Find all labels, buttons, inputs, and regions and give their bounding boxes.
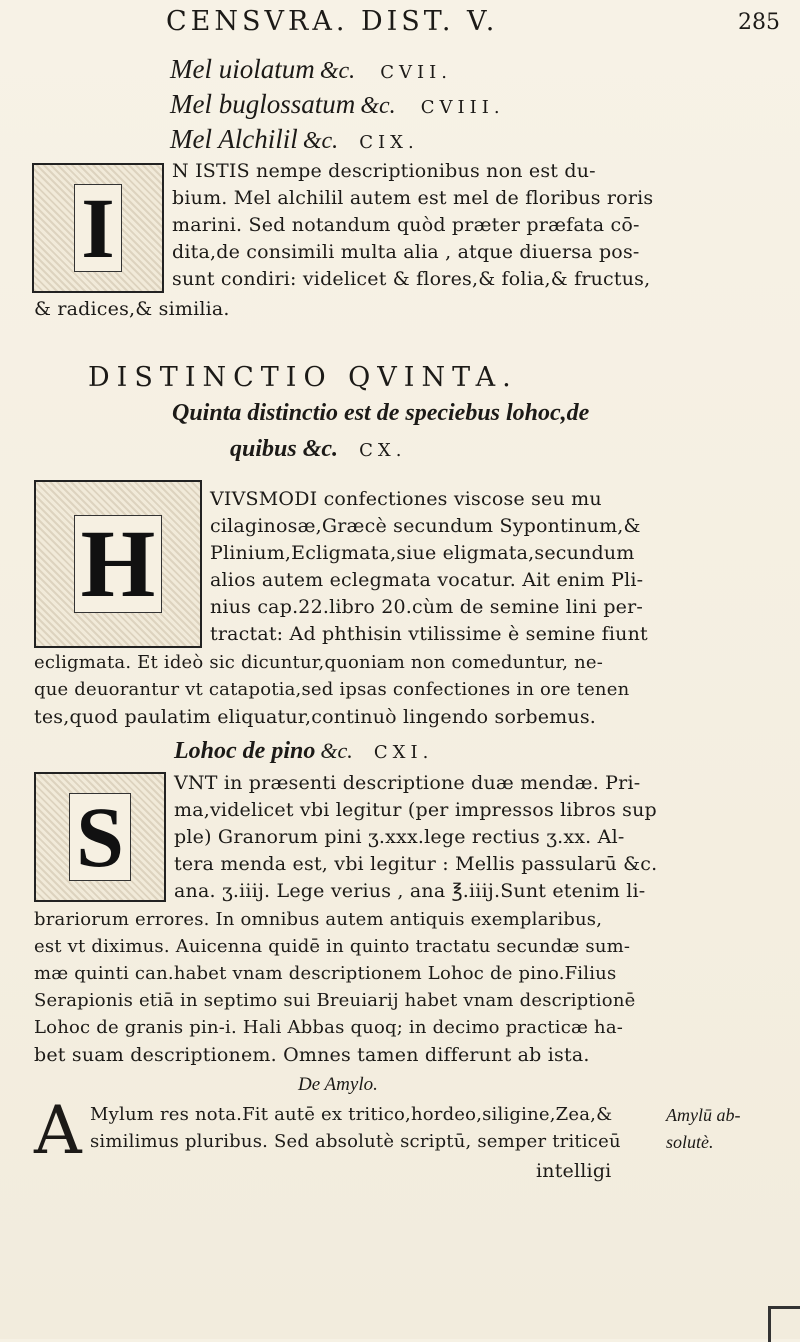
large-initial-a: A — [34, 1092, 82, 1169]
para1-line: dita,de consimili multa alia , atque diuersa pos- — [172, 241, 640, 263]
section-line: Mylum res nota.Fit autē ex tritico,hordeo,siligine,Zea,& — [90, 1104, 613, 1125]
para1-line: sunt condiri: videlicet & flores,& folia,& fructus, — [172, 268, 651, 290]
para3-line: est vt diximus. Auicenna quidē in quinto tractatu secundæ sum- — [34, 936, 631, 957]
para3-line: brariorum errores. In omnibus autem antiquis exemplaribus, — [34, 909, 603, 930]
para2-line: VIVSMODI confectiones viscose seu mu — [210, 488, 602, 510]
para2-line: alios autem eclegmata vocatur. Ait enim Pli- — [210, 569, 644, 591]
para2-line: Plinium,Ecligmata,siue eligmata,secundum — [210, 542, 635, 564]
para2-line: que deuorantur vt catapotia,sed ipsas confectiones in ore tenen — [34, 679, 630, 700]
running-title: CENSVRA. DIST. V. — [166, 6, 499, 37]
catchword: intelligi — [536, 1160, 612, 1182]
para3-line: ana. ʒ.iiij. Lege verius , ana ℥.iiij.Sunt etenim li- — [174, 880, 646, 902]
para1-line: bium. Mel alchilil autem est mel de floribus roris — [172, 187, 654, 209]
para1-line: marini. Sed notandum quòd præter præfata cō- — [172, 214, 640, 236]
para2-line: cilaginosæ,Græcè secundum Sypontinum,& — [210, 515, 641, 537]
para1-line: N ISTIS nempe descriptionibus non est du- — [172, 160, 596, 182]
para2-line: ecligmata. Et ideò sic dicuntur,quoniam non comeduntur, ne- — [34, 652, 604, 673]
para2-line: nius cap.22.libro 20.cùm de semine lini per- — [210, 596, 644, 618]
para1-line: & radices,& similia. — [34, 298, 230, 320]
heading-cix: Mel Alchilil &c. CIX. — [170, 124, 419, 154]
para2-line: tes,quod paulatim eliquatur,continuò lingendo sorbemus. — [34, 706, 597, 728]
woodcut-initial-s: S — [34, 772, 166, 902]
page-corner-mark — [768, 1306, 800, 1342]
page-number: 285 — [738, 10, 780, 35]
para3-line: bet suam descriptionem. Omnes tamen differunt ab ista. — [34, 1044, 590, 1066]
section-line: similimus pluribus. Sed absolutè scriptū, semper triticeū — [90, 1131, 621, 1152]
woodcut-initial-h: H — [34, 480, 202, 648]
marginal-note: solutè. — [666, 1132, 714, 1152]
para3-line: VNT in præsenti descriptione duæ mendæ. Pri- — [174, 772, 641, 794]
para3-line: mæ quinti can.habet vnam descriptionem Lohoc de pino.Filius — [34, 963, 617, 984]
heading-cxi: Lohoc de pino &c. CXI. — [174, 738, 434, 764]
distinctio-heading: DISTINCTIO QVINTA. — [88, 362, 518, 393]
para2-line: tractat: Ad phthisin vtilissime è semine fiunt — [210, 623, 648, 645]
para3-line: ple) Granorum pini ʒ.xxx.lege rectius ʒ.xx. Al- — [174, 826, 625, 848]
heading-cviii: Mel buglossatum &c. CVIII. — [170, 89, 505, 119]
para3-line: Serapionis etiā in septimo sui Breuiarij habet vnam descriptionē — [34, 990, 636, 1011]
heading-cvii: Mel uiolatum &c. CVII. — [170, 54, 452, 84]
para3-line: Lohoc de granis pin-i. Hali Abbas quoq; in decimo practicæ ha- — [34, 1017, 624, 1038]
sub-heading-line1: Quinta distinctio est de speciebus lohoc,de — [172, 400, 590, 426]
sub-heading-line2: quibus &c. CX. — [230, 436, 407, 462]
para3-line: tera menda est, vbi legitur : Mellis passularū &c. — [174, 853, 658, 875]
section-title: De Amylo. — [298, 1074, 378, 1095]
woodcut-initial-i: I — [32, 163, 164, 293]
marginal-note: Amylū ab- — [666, 1105, 741, 1125]
para3-line: ma,videlicet vbi legitur (per impressos libros sup — [174, 799, 657, 821]
